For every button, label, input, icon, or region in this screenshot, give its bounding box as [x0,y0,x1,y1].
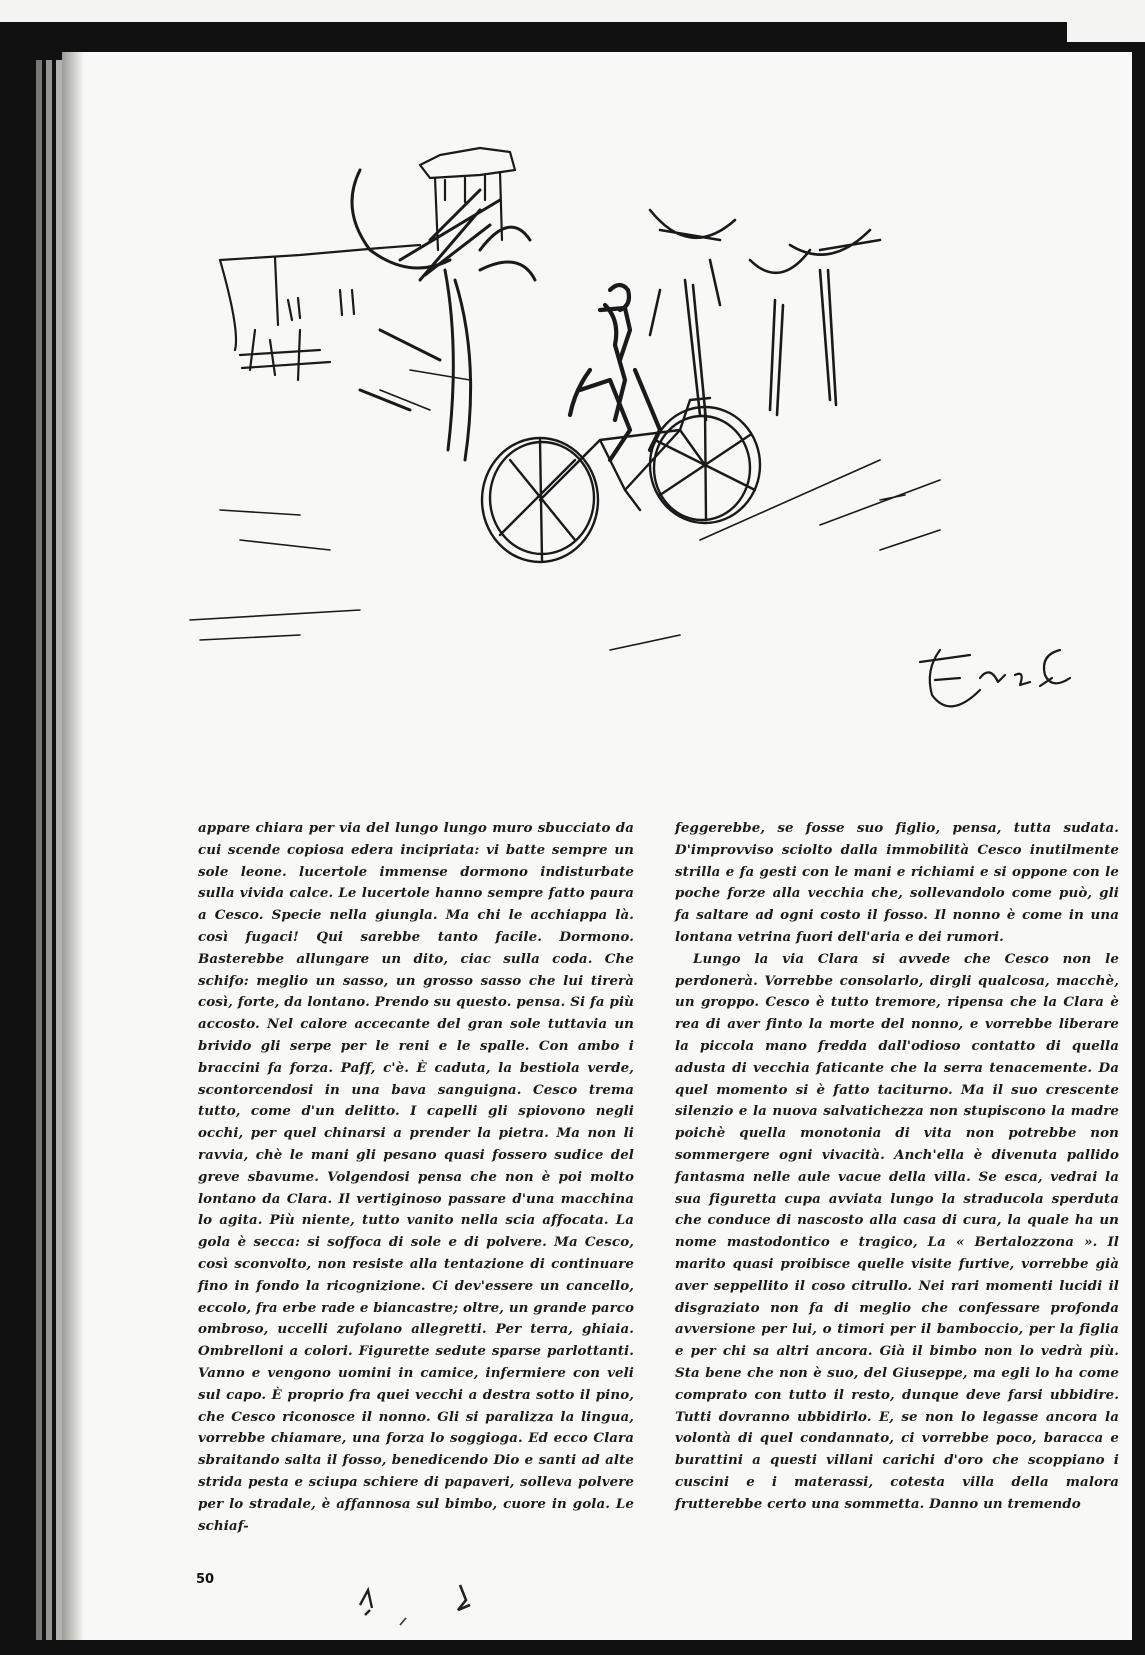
scan-top-band [0,0,1145,22]
left-text-column [198,818,634,1537]
page-gutter-shadow [62,52,84,1640]
right-text-column [675,818,1119,1516]
right-column-paragraph: feggerebbe, se fosse suo figlio, pensa, tutta sudata. D'improvviso sciolto dalla immobilità Cesco inutilmente strilla e fa gesti con le mani e richiami e si oppone con le poche forze alla vecchia che, sollevandolo come può, gli fa saltare ad ogni costo il fosso. Il nonno è come in una lontana vetrina fuori dell'aria e dei rumori. [675,820,1119,945]
left-tree-sketch [352,170,535,460]
artist-signature [920,650,1070,706]
building-sketch [220,148,515,380]
page-edge [36,60,42,1640]
scan-frame-notch [1067,22,1145,42]
right-trees-sketch [650,210,880,420]
right-column-paragraph: Lungo la via Clara si avvede che Cesco non le perdonerà. Vorrebbe consolarlo, dirgli qualcosa, macchè, un groppo. Cesco è tutto tremore, ripensa che la Clara è rea di aver finto la morte del nonno, e vorrebbe liberare la piccola mano fredda dall'odioso contatto di quella adusta di vecchia faticante che la serra tenacemente. Da quel momento si è fatto taciturno. Ma il suo crescente silenzio e la nuova salvatichezza non stupiscono la madre poichè quella monotonia di vita non potrebbe non sommergere ogni vivacità. Anch'ella è divenuta pallido fantasma nelle aule vacue della villa. Se esca, vedrai la sua figuretta cupa avviata lungo la straducola sperduta che conduce di nascosto alla casa di cura, la quale ha un nome mastodontico e tragico, La « Bertalozzona ». Il marito quasi proibisce quelle visite furtive, vorrebbe già aver seppellito il coso citrullo. Nei rari momenti lucidi il disgraziato non fa di meglio che confessare profonda avversione per lui, o timori per il bamboccio, per la figlia e per chi sa altri ancora. Già il bimbo non lo vedrà più. Sta bene che non è suo, del Giuseppe, ma egli lo ha come comprato con tutto il resto, dunque deve farsi ubbidire. Tutti dovranno ubbidirlo. E, se non lo legasse ancora la volontà di quel condannato, ci vorrebbe poco, baracca e burattini a questi villani carichi d'oro che scoppiano i cuscini e i materassi, cotesta villa della malora frutterebbe certo una sommetta. Danno un tremendo [675,950,1119,1512]
page-edge [46,60,52,1640]
bicycle-sketch [482,398,760,562]
ink-smudges [340,1570,520,1630]
left-column-paragraph: appare chiara per via del lungo lungo muro sbucciato da cui scende copiosa edera incipriata: vi batte sempre un sole leone. lucertole immense dormono indisturbate sulla vivida calce. Le lucertole hanno sempre fatto paura a Cesco. Specie nella giungla. Ma chi le acchiappa là. così fugaci! Qui sarebbe tanto facile. Dormono. Basterebbe allungare un dito, ciac sulla coda. Che schifo: meglio un sasso, un grosso sasso che lui tirerà così, forte, da lontano. Prendo su questo. pensa. Si fa più accosto. Nel calore accecante del gran sole tuttavia un brivido gli serpe per le reni e le spalle. Con ambo i braccini fa forza. Paff, c'è. È caduta, la bestiola verde, scontorcendosi in una bava sanguigna. Cesco trema tutto, come d'un delitto. I capelli gli spiovono negli occhi, per quel chinarsi a prender la pietra. Ma non li ravvia, chè le mani gli pesano quasi fossero sudice del greve sbavume. Volgendosi pensa che non è poi molto lontano da Clara. Il vertiginoso passare d'una macchina lo agita. Più niente, tutto vanito nella scia affocata. La gola è secca: si soffoca di sole e di polvere. Ma Cesco, così sconvolto, non resiste alla tentazione di continuare fino in fondo la ricognizione. Ci dev'essere un cancello, eccolo, fra erbe rade e biancastre; oltre, un grande parco ombroso, uccelli zufolano allegretti. Per terra, ghiaia. Ombrelloni a colori. Figurette sedute sparse parlottanti. Vanno e vengono uomini in camice, infermiere con veli sul capo. È proprio fra quei vecchi a destra sotto il pino, che Cesco riconosce il nonno. Gli si paralizza la lingua, vorrebbe chiamare, una forza lo soggioga. Ed ecco Clara sbraitando salta il fosso, benedicendo Dio e santi ad alte strida pesta e sciupa schiere di papaveri, solleva polvere per lo stradale, è affannosa sul bimbo, cuore in gola. Le schiaf- [198,820,635,1534]
bicycle-sketch-illustration [180,130,1120,770]
road-sketch [190,370,940,650]
page-number: 50 [196,1572,215,1587]
